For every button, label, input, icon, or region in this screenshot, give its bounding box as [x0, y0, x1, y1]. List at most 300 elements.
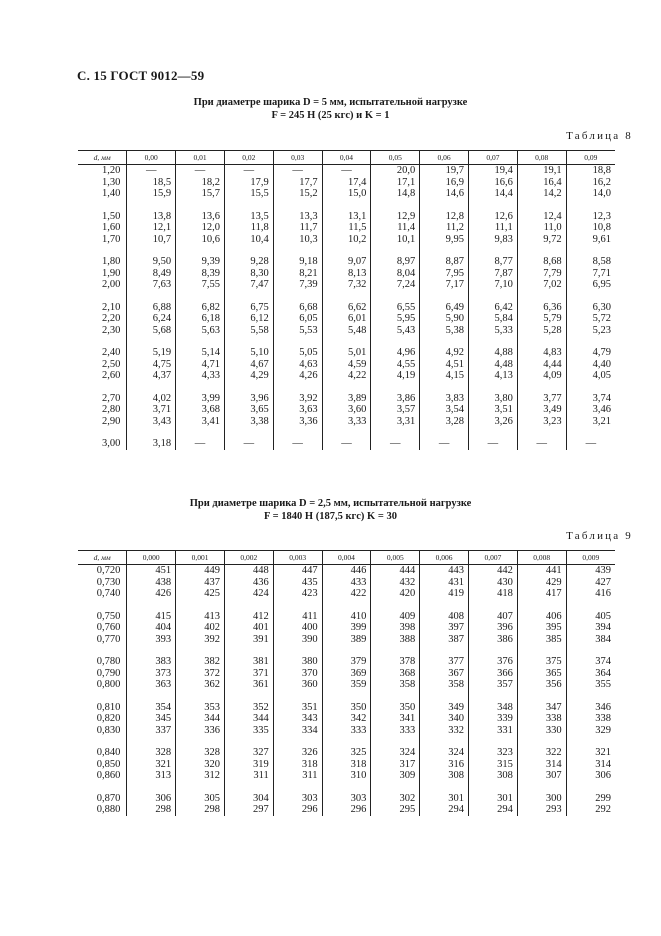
- table-cell: 415: [127, 611, 176, 623]
- table-cell: 5,10: [224, 347, 273, 359]
- table-row: [78, 611, 615, 623]
- table-cell: 349: [420, 702, 469, 714]
- table-cell: 399: [322, 622, 371, 634]
- table-row: [78, 438, 615, 450]
- table-cell: 3,74: [566, 393, 615, 405]
- row-header-cell: 2,10: [101, 301, 121, 313]
- table-cell: 12,8: [420, 211, 469, 223]
- table-cell: 4,55: [371, 359, 420, 371]
- row-header-cell: 3,00: [101, 438, 121, 449]
- table-cell: 15,5: [224, 188, 273, 200]
- table-cell: 4,48: [469, 359, 518, 371]
- table8-label: Таблица 8: [566, 130, 633, 142]
- table-cell: 295: [371, 804, 420, 816]
- table-row: [78, 165, 615, 177]
- table-cell: 413: [176, 611, 225, 623]
- table-cell: 14,2: [517, 188, 566, 200]
- table-cell: 430: [469, 577, 518, 589]
- table-cell: 7,87: [469, 268, 518, 280]
- table-cell: 3,43: [127, 416, 176, 428]
- table-row: [78, 577, 615, 589]
- column-header: 0,03: [273, 151, 322, 165]
- table9-caption-line1: При диаметре шарика D = 2,5 мм, испытательной нагрузке: [189, 498, 472, 509]
- table-cell: 5,68: [127, 325, 176, 337]
- row-header-cell: 2,80: [101, 404, 121, 415]
- table-cell: 3,26: [469, 416, 518, 428]
- table-cell: 3,21: [566, 416, 615, 428]
- row-header-cell: 0,850: [96, 758, 121, 770]
- table-cell: 318: [322, 759, 371, 771]
- table-row: [78, 634, 615, 646]
- table-cell: 14,6: [420, 188, 469, 200]
- table-cell: 314: [566, 759, 615, 771]
- table-cell: 11,5: [322, 222, 371, 234]
- table-cell: 306: [566, 770, 615, 782]
- table-row: [78, 679, 615, 691]
- table-cell: 19,7: [420, 165, 469, 177]
- table-cell: 3,57: [371, 404, 420, 416]
- table-cell: 294: [469, 804, 518, 816]
- table-cell: 4,96: [371, 347, 420, 359]
- table-cell: 4,09: [517, 370, 566, 382]
- table-cell: 333: [322, 725, 371, 737]
- table-cell: 293: [517, 804, 566, 816]
- table-cell: 354: [127, 702, 176, 714]
- table-cell: 331: [469, 725, 518, 737]
- table-cell: 6,12: [224, 313, 273, 325]
- table-cell: 4,63: [273, 359, 322, 371]
- table-cell: 4,67: [224, 359, 273, 371]
- table-cell: 328: [127, 747, 176, 759]
- table-cell: 8,13: [322, 268, 371, 280]
- table-cell: —: [224, 438, 273, 450]
- table-cell: 344: [176, 713, 225, 725]
- table-cell: 9,07: [322, 256, 371, 268]
- table-cell: 350: [371, 702, 420, 714]
- table-cell: 3,36: [273, 416, 322, 428]
- table-cell: 4,37: [127, 370, 176, 382]
- table-cell: 9,83: [469, 234, 518, 246]
- row-header-cell: 0,810: [96, 701, 121, 713]
- table-row: [78, 370, 615, 382]
- table-cell: 307: [517, 770, 566, 782]
- table-cell: 337: [127, 725, 176, 737]
- table-cell: 346: [566, 702, 615, 714]
- table-cell: 3,89: [322, 393, 371, 405]
- table-cell: 446: [322, 565, 371, 577]
- column-header: 0,006: [420, 551, 469, 565]
- table-cell: 7,95: [420, 268, 469, 280]
- table-cell: 8,87: [420, 256, 469, 268]
- table-cell: 3,51: [469, 404, 518, 416]
- table-cell: 7,10: [469, 279, 518, 291]
- row-header-cell: 2,00: [101, 279, 121, 290]
- table-cell: —: [176, 165, 225, 177]
- column-header: 0,004: [322, 551, 371, 565]
- table-cell: 18,2: [176, 177, 225, 189]
- table-cell: 5,58: [224, 325, 273, 337]
- table-row: [78, 393, 615, 405]
- table-row: [78, 416, 615, 428]
- table-cell: 4,22: [322, 370, 371, 382]
- table-cell: 7,39: [273, 279, 322, 291]
- table-cell: —: [273, 165, 322, 177]
- table-cell: 3,23: [517, 416, 566, 428]
- group-spacer: [78, 691, 615, 702]
- table-cell: 13,1: [322, 211, 371, 223]
- table-cell: 13,8: [127, 211, 176, 223]
- table-cell: 301: [469, 793, 518, 805]
- table-cell: 3,18: [127, 438, 176, 450]
- table-cell: 348: [469, 702, 518, 714]
- table-cell: 334: [273, 725, 322, 737]
- table-cell: 355: [566, 679, 615, 691]
- table-cell: 438: [127, 577, 176, 589]
- table-cell: 12,3: [566, 211, 615, 223]
- column-header: 0,001: [176, 551, 225, 565]
- table9-label: Таблица 9: [566, 530, 633, 542]
- table-cell: 15,7: [176, 188, 225, 200]
- table-cell: 388: [371, 634, 420, 646]
- table-cell: 12,1: [127, 222, 176, 234]
- table-cell: 357: [469, 679, 518, 691]
- table-cell: 437: [176, 577, 225, 589]
- row-header-cell: 2,50: [101, 358, 121, 370]
- table-cell: —: [566, 438, 615, 450]
- table-cell: 376: [469, 656, 518, 668]
- table-cell: 4,75: [127, 359, 176, 371]
- table-cell: 18,8: [566, 165, 615, 177]
- table-cell: 16,6: [469, 177, 518, 189]
- table-cell: 338: [566, 713, 615, 725]
- table-cell: 4,13: [469, 370, 518, 382]
- table-cell: 360: [273, 679, 322, 691]
- table-cell: 305: [176, 793, 225, 805]
- table-cell: —: [127, 165, 176, 177]
- table-cell: 322: [517, 747, 566, 759]
- table-cell: 320: [176, 759, 225, 771]
- table-cell: 300: [517, 793, 566, 805]
- group-spacer: [78, 600, 615, 611]
- table-cell: 368: [371, 668, 420, 680]
- table-cell: 19,4: [469, 165, 518, 177]
- table-cell: 442: [469, 565, 518, 577]
- table-cell: 410: [322, 611, 371, 623]
- table-cell: 4,51: [420, 359, 469, 371]
- row-header-cell: 0,830: [96, 724, 121, 736]
- table-cell: 436: [224, 577, 273, 589]
- row-header-cell: 0,760: [96, 622, 121, 633]
- table-cell: 386: [469, 634, 518, 646]
- table-cell: 8,49: [127, 268, 176, 280]
- table-cell: 377: [420, 656, 469, 668]
- table-cell: 422: [322, 588, 371, 600]
- column-header: 0,09: [566, 151, 615, 165]
- table-cell: 18,5: [127, 177, 176, 189]
- column-header: 0,01: [176, 151, 225, 165]
- table-row: [78, 188, 615, 200]
- table-cell: 10,8: [566, 222, 615, 234]
- column-header: 0,07: [469, 151, 518, 165]
- table-cell: 14,4: [469, 188, 518, 200]
- group-spacer: [78, 382, 615, 393]
- table-cell: 4,26: [273, 370, 322, 382]
- table-cell: 409: [371, 611, 420, 623]
- table-row: [78, 325, 615, 337]
- table-cell: 298: [176, 804, 225, 816]
- column-header-d: d, мм: [78, 151, 127, 165]
- row-header-cell: 2,60: [101, 370, 121, 381]
- table-cell: 12,0: [176, 222, 225, 234]
- table-cell: 5,38: [420, 325, 469, 337]
- table-cell: 370: [273, 668, 322, 680]
- table-cell: 4,40: [566, 359, 615, 371]
- table8-caption-line2: F = 245 Н (25 кгс) и K = 1: [271, 110, 390, 121]
- table-cell: 296: [273, 804, 322, 816]
- table-cell: 412: [224, 611, 273, 623]
- table-cell: 367: [420, 668, 469, 680]
- table-cell: 374: [566, 656, 615, 668]
- table-cell: 424: [224, 588, 273, 600]
- table-cell: 3,77: [517, 393, 566, 405]
- row-header-cell: 1,70: [101, 233, 121, 245]
- table-row: [78, 747, 615, 759]
- row-header-cell: 0,870: [96, 792, 121, 804]
- table-cell: 358: [371, 679, 420, 691]
- table-cell: 3,46: [566, 404, 615, 416]
- column-header: 0,000: [127, 551, 176, 565]
- table-cell: 429: [517, 577, 566, 589]
- table-cell: 362: [176, 679, 225, 691]
- table-row: [78, 222, 615, 234]
- table-cell: 344: [224, 713, 273, 725]
- table9-body: [78, 565, 615, 816]
- table-cell: 449: [176, 565, 225, 577]
- table-cell: 6,49: [420, 302, 469, 314]
- table-cell: 359: [322, 679, 371, 691]
- table-cell: 392: [176, 634, 225, 646]
- table-cell: 441: [517, 565, 566, 577]
- group-spacer: [78, 336, 615, 347]
- table-cell: 12,9: [371, 211, 420, 223]
- table-cell: 13,3: [273, 211, 322, 223]
- table-cell: 5,33: [469, 325, 518, 337]
- table-row: [78, 713, 615, 725]
- table-cell: —: [273, 438, 322, 450]
- column-header-d: d, мм: [78, 551, 127, 565]
- table-cell: 317: [371, 759, 420, 771]
- table-cell: 5,79: [517, 313, 566, 325]
- table-cell: 8,04: [371, 268, 420, 280]
- table-row: [78, 668, 615, 680]
- row-header-cell: 0,790: [96, 667, 121, 679]
- table-cell: 341: [371, 713, 420, 725]
- table-cell: 6,05: [273, 313, 322, 325]
- table8-caption-line1: При диаметре шарика D = 5 мм, испытательной нагрузке: [193, 97, 468, 108]
- table-cell: 363: [127, 679, 176, 691]
- table-cell: 314: [517, 759, 566, 771]
- table-cell: 364: [566, 668, 615, 680]
- row-header-cell: 1,20: [101, 165, 121, 176]
- table-cell: 372: [176, 668, 225, 680]
- table-cell: 11,8: [224, 222, 273, 234]
- table-cell: 306: [127, 793, 176, 805]
- table-cell: 4,92: [420, 347, 469, 359]
- table-cell: 356: [517, 679, 566, 691]
- table-cell: 5,28: [517, 325, 566, 337]
- table-cell: 400: [273, 622, 322, 634]
- table-cell: 393: [127, 634, 176, 646]
- table-cell: 3,33: [322, 416, 371, 428]
- table-cell: 406: [517, 611, 566, 623]
- table-cell: 394: [566, 622, 615, 634]
- table-cell: 11,7: [273, 222, 322, 234]
- table-cell: —: [224, 165, 273, 177]
- table-cell: 3,92: [273, 393, 322, 405]
- row-header-cell: 1,50: [101, 210, 121, 222]
- row-header-cell: 0,780: [96, 656, 121, 667]
- table-cell: 411: [273, 611, 322, 623]
- table-row: [78, 759, 615, 771]
- table-cell: 11,4: [371, 222, 420, 234]
- table-cell: 8,77: [469, 256, 518, 268]
- table-cell: 425: [176, 588, 225, 600]
- table-cell: 7,24: [371, 279, 420, 291]
- table-cell: 7,47: [224, 279, 273, 291]
- table-cell: 313: [127, 770, 176, 782]
- row-header-cell: 0,740: [96, 588, 121, 599]
- table-cell: 311: [273, 770, 322, 782]
- table-cell: 9,61: [566, 234, 615, 246]
- table-cell: 318: [273, 759, 322, 771]
- table-cell: 3,60: [322, 404, 371, 416]
- table-cell: 431: [420, 577, 469, 589]
- table-cell: 395: [517, 622, 566, 634]
- table-cell: 17,4: [322, 177, 371, 189]
- table-cell: 379: [322, 656, 371, 668]
- table-cell: 375: [517, 656, 566, 668]
- row-header-cell: 2,90: [101, 415, 121, 427]
- column-header: 0,00: [127, 151, 176, 165]
- table-row: [78, 347, 615, 359]
- table-cell: 10,6: [176, 234, 225, 246]
- table-cell: 9,39: [176, 256, 225, 268]
- table-cell: —: [176, 438, 225, 450]
- column-header: 0,003: [273, 551, 322, 565]
- table-cell: 9,50: [127, 256, 176, 268]
- table-cell: 294: [420, 804, 469, 816]
- table-cell: 7,71: [566, 268, 615, 280]
- group-spacer: [78, 782, 615, 793]
- table-cell: 5,48: [322, 325, 371, 337]
- row-header-cell: 0,770: [96, 633, 121, 645]
- table-cell: —: [517, 438, 566, 450]
- table-cell: 358: [420, 679, 469, 691]
- row-header-cell: 0,840: [96, 747, 121, 758]
- table-row: [78, 793, 615, 805]
- table-cell: 20,0: [371, 165, 420, 177]
- table-cell: 4,02: [127, 393, 176, 405]
- table-cell: 336: [176, 725, 225, 737]
- table-cell: 3,83: [420, 393, 469, 405]
- table-row: [78, 725, 615, 737]
- page-header: С. 15 ГОСТ 9012—59: [77, 68, 205, 83]
- table-cell: 312: [176, 770, 225, 782]
- table-cell: 6,01: [322, 313, 371, 325]
- table-row: [78, 702, 615, 714]
- table-cell: 3,63: [273, 404, 322, 416]
- table-cell: 365: [517, 668, 566, 680]
- table-cell: 308: [469, 770, 518, 782]
- row-header-cell: 1,40: [101, 188, 121, 199]
- table-cell: 352: [224, 702, 273, 714]
- table-cell: 371: [224, 668, 273, 680]
- table-row: [78, 359, 615, 371]
- column-header: 0,05: [371, 151, 420, 165]
- table-row: [78, 279, 615, 291]
- table-cell: 439: [566, 565, 615, 577]
- table-cell: 385: [517, 634, 566, 646]
- table-cell: 382: [176, 656, 225, 668]
- table-cell: —: [322, 438, 371, 450]
- table-cell: 387: [420, 634, 469, 646]
- table-cell: 351: [273, 702, 322, 714]
- table-row: [78, 404, 615, 416]
- table-cell: 321: [127, 759, 176, 771]
- table-cell: 416: [566, 588, 615, 600]
- table-cell: 7,02: [517, 279, 566, 291]
- table-cell: 310: [322, 770, 371, 782]
- row-header-cell: 1,90: [101, 267, 121, 279]
- table-cell: 3,96: [224, 393, 273, 405]
- table-cell: 321: [566, 747, 615, 759]
- table-cell: 401: [224, 622, 273, 634]
- table-cell: 8,68: [517, 256, 566, 268]
- table-cell: 5,53: [273, 325, 322, 337]
- row-header-cell: 0,880: [96, 804, 121, 815]
- table-cell: 448: [224, 565, 273, 577]
- table-cell: 389: [322, 634, 371, 646]
- table-cell: 369: [322, 668, 371, 680]
- table-row: [78, 177, 615, 189]
- table-cell: 435: [273, 577, 322, 589]
- table-cell: 4,71: [176, 359, 225, 371]
- row-header-cell: 0,820: [96, 713, 121, 724]
- table-cell: 397: [420, 622, 469, 634]
- table-cell: 426: [127, 588, 176, 600]
- row-header-cell: 1,30: [101, 176, 121, 188]
- column-header: 0,06: [420, 151, 469, 165]
- table-cell: 17,7: [273, 177, 322, 189]
- table-cell: 350: [322, 702, 371, 714]
- table-row: [78, 622, 615, 634]
- table-cell: 3,38: [224, 416, 273, 428]
- table-cell: 303: [322, 793, 371, 805]
- table-cell: 17,9: [224, 177, 273, 189]
- row-header-cell: 2,20: [101, 313, 121, 324]
- table-cell: 347: [517, 702, 566, 714]
- table-cell: 3,80: [469, 393, 518, 405]
- table-cell: 343: [273, 713, 322, 725]
- table-cell: 5,19: [127, 347, 176, 359]
- group-spacer: [78, 245, 615, 256]
- table-cell: 329: [566, 725, 615, 737]
- table-cell: 398: [371, 622, 420, 634]
- table-cell: 405: [566, 611, 615, 623]
- table-cell: 339: [469, 713, 518, 725]
- table-cell: 6,88: [127, 302, 176, 314]
- table-cell: 7,17: [420, 279, 469, 291]
